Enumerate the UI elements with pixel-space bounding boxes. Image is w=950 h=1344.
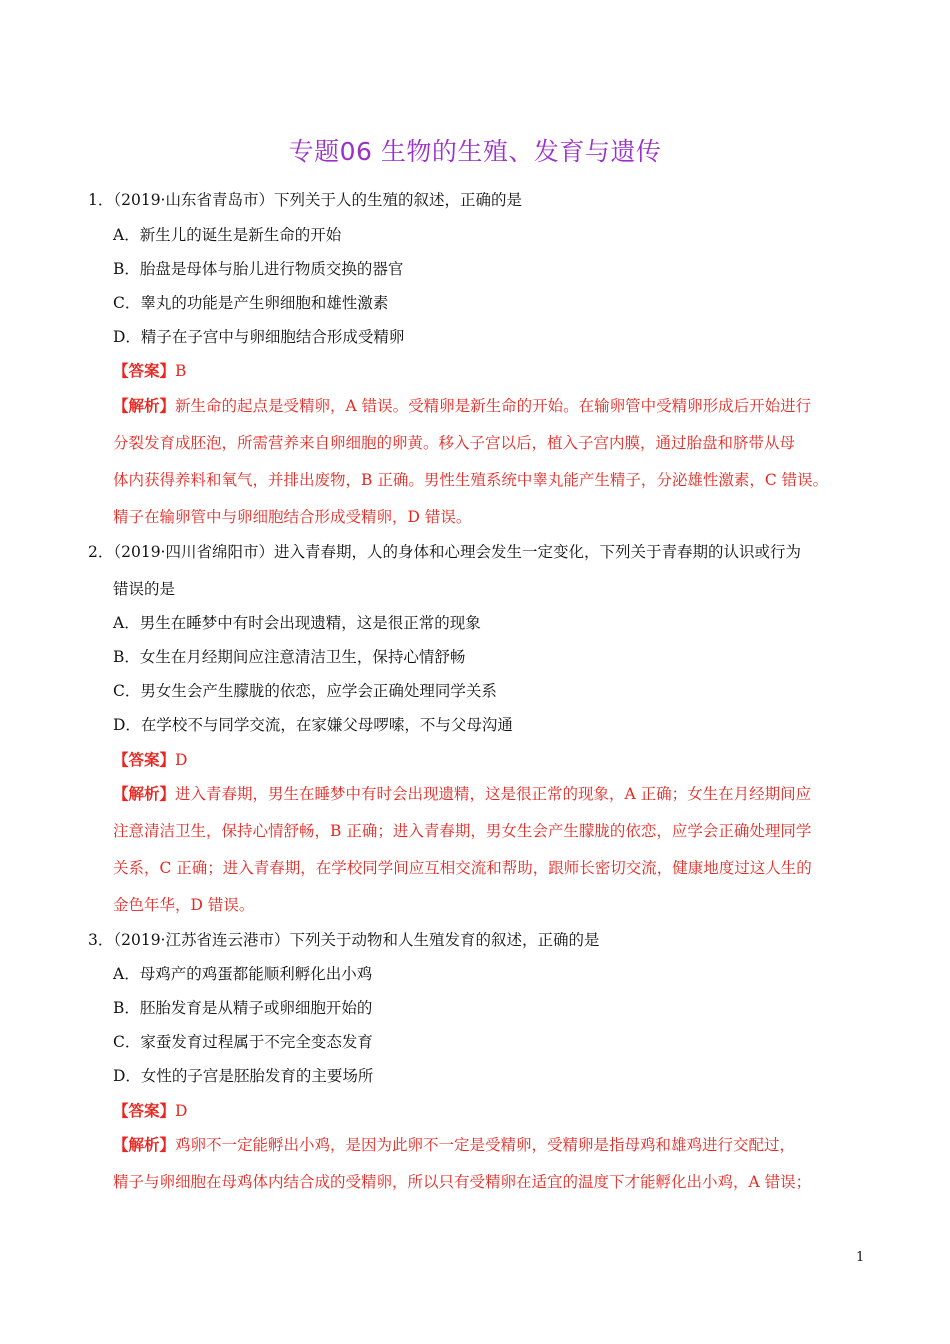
question-3-option-b: B．胚胎发育是从精子或卵细胞开始的 [113,999,373,1017]
explanation-text: 新生命的起点是受精卵，A 错误。受精卵是新生命的开始。在输卵管中受精卵形成后开始进行 [175,397,812,415]
question-3-option-c: C．家蚕发育过程属于不完全变态发育 [113,1033,373,1051]
question-1-option-b: B．胎盘是母体与胎儿进行物质交换的器官 [113,260,404,278]
answer-label: 【答案】 [113,1101,176,1120]
question-3-option-d: D．女性的子宫是胚胎发育的主要场所 [113,1067,374,1085]
question-1-explanation-line: 分裂发育成胚泡，所需营养来自卵细胞的卵黄。移入子宫以后，植入子宫内膜，通过胎盘和脐带从母 [113,434,796,452]
question-1-answer [113,361,186,381]
question-3-explanation-line: 精子与卵细胞在母鸡体内结合成的受精卵，所以只有受精卵在适宜的温度下才能孵化出小鸡，A 错误； [113,1173,812,1191]
question-2-explanation-line [113,784,811,804]
question-2-option-b: B．女生在月经期间应注意清洁卫生，保持心情舒畅 [113,648,466,666]
question-2-stem: 2．（2019·四川省绵阳市）进入青春期，人的身体和心理会发生一定变化，下列关于青春期的认识或行为 [88,543,801,561]
question-1-stem: 1．（2019·山东省青岛市）下列关于人的生殖的叙述，正确的是 [88,191,522,209]
explanation-text: 鸡卵不一定能孵出小鸡，是因为此卵不一定是受精卵，受精卵是指母鸡和雄鸡进行交配过， [175,1136,796,1154]
answer-label: 【答案】 [113,361,176,380]
question-3-explanation-line [113,1135,795,1155]
question-1-option-c: C．睾丸的功能是产生卵细胞和雄性激素 [113,294,389,312]
answer-value: B [175,362,187,380]
question-2-option-c: C．男女生会产生朦胧的依恋，应学会正确处理同学关系 [113,682,497,700]
question-1-option-d: D．精子在子宫中与卵细胞结合形成受精卵 [113,328,405,346]
question-2-explanation-line: 注意清洁卫生，保持心情舒畅，B 正确；进入青春期，男女生会产生朦胧的依恋，应学会正确处理同学 [113,822,812,840]
question-1-explanation-line: 体内获得养料和氧气，并排出废物，B 正确。男性生殖系统中睾丸能产生精子，分泌雄性激素，C 错误。 [113,471,829,489]
question-3-answer [113,1101,187,1121]
page-number: 1 [856,1250,865,1265]
question-2-option-d: D．在学校不与同学交流，在家嫌父母啰嗦，不与父母沟通 [113,716,513,734]
answer-value: D [175,751,188,769]
explanation-label: 【解析】 [113,1135,176,1154]
explanation-text: 进入青春期，男生在睡梦中有时会出现遗精，这是很正常的现象，A 正确；女生在月经期间应 [175,785,812,803]
question-3-stem: 3．（2019·江苏省连云港市）下列关于动物和人生殖发育的叙述，正确的是 [88,931,600,949]
question-1-explanation-line: 精子在输卵管中与卵细胞结合形成受精卵，D 错误。 [113,508,472,526]
page-title: 专题06 生物的生殖、发育与遗传 [288,137,662,166]
question-3-option-a: A．母鸡产的鸡蛋都能顺利孵化出小鸡 [113,965,373,983]
answer-value: D [175,1102,188,1120]
question-2-explanation-line: 关系，C 正确；进入青春期，在学校同学间应互相交流和帮助，跟师长密切交流，健康地度过这人生的 [113,859,812,877]
question-2-answer [113,750,187,770]
question-2-explanation-line: 金色年华，D 错误。 [113,896,255,914]
question-1-explanation-line [113,396,811,416]
question-2-option-a: A．男生在睡梦中有时会出现遗精，这是很正常的现象 [113,614,481,632]
question-2-stem-continued: 错误的是 [113,580,176,598]
explanation-label: 【解析】 [113,784,176,803]
explanation-label: 【解析】 [113,396,176,415]
answer-label: 【答案】 [113,750,176,769]
question-1-option-a: A．新生儿的诞生是新生命的开始 [113,226,342,244]
